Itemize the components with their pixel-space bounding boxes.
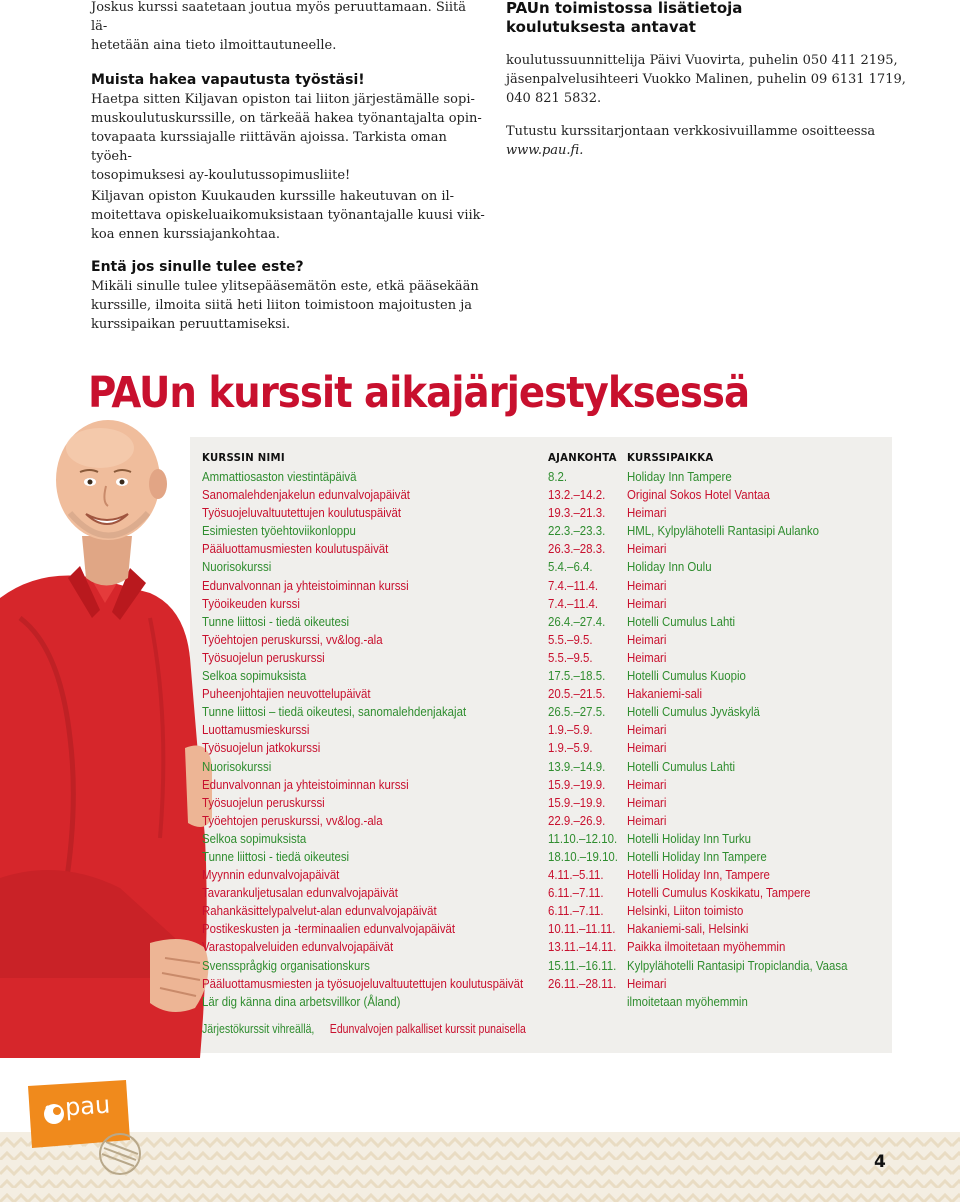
text-line: muskoulutuskurssille, on tärkeää hakea työnantajalta opin- (91, 111, 482, 126)
text-line: Kiljavan opiston Kuukauden kurssille hakeutuvan on il- (91, 189, 455, 204)
course-place-cell: Kylpylähotelli Rantasipi Tropiclandia, Vaasa (627, 957, 848, 973)
text-line: Tutustu kurssitarjontaan verkkosivuillamme osoitteessa (506, 124, 876, 139)
text-line: koulutussuunnittelija Päivi Vuovirta, puhelin 050 411 2195, (506, 53, 898, 68)
course-place-cell: Heimari (627, 649, 667, 665)
text-line: Haetpa sitten Kiljavan opiston tai liiton järjestämälle sopi- (91, 92, 475, 107)
right-text-column (506, 0, 906, 160)
course-place-cell: Hotelli Cumulus Jyväskylä (627, 704, 760, 720)
text-line: kurssipaikan peruuttamiseksi. (91, 317, 291, 332)
course-place-cell: Heimari (627, 541, 667, 557)
course-date-cell: 6.11.–7.11. (548, 885, 604, 901)
course-date-cell: 20.5.–21.5. (548, 686, 606, 702)
course-date-cell: 5.5.–9.5. (548, 649, 593, 665)
course-place-cell: Hotelli Cumulus Koskikatu, Tampere (627, 885, 811, 901)
course-name-cell: Työsuojeluvaltuutettujen koulutuspäivät (202, 505, 402, 521)
course-date-cell: 5.4.–6.4. (548, 559, 593, 575)
course-place-cell: Heimari (627, 577, 667, 593)
course-date-cell: 8.2. (548, 469, 568, 484)
course-date-cell: 1.9.–5.9. (548, 722, 593, 738)
course-place-cell: Paikka ilmoitetaan myöhemmin (627, 939, 786, 955)
text-line: moitettava opiskeluaikomuksistaan työnantajalle kuusi viik- (91, 208, 485, 223)
course-date-cell: 18.10.–19.10. (548, 848, 618, 864)
course-name-cell: Esimiesten työehtoviikonloppu (202, 523, 356, 539)
course-place-cell: Heimari (627, 631, 667, 647)
text-line: tosopimuksesi ay-koulutussopimusliite! (91, 168, 351, 183)
paragraph-leave (91, 90, 486, 185)
text-line: koa ennen kurssiajankohtaa. (91, 227, 281, 242)
course-date-cell: 10.11.–11.11. (548, 921, 616, 937)
left-text-column (91, 0, 486, 334)
text-line: 040 821 5832. (506, 91, 602, 106)
heading-line: PAUn toimistossa lisätietoja (506, 0, 743, 17)
paragraph-kiljava (91, 187, 486, 244)
course-name-cell: Varastopalveluiden edunvalvojapäivät (202, 939, 394, 955)
course-date-cell: 22.3.–23.3. (548, 523, 606, 539)
course-place-cell: Hotelli Holiday Inn Tampere (627, 848, 767, 864)
contact-paragraph (506, 51, 906, 108)
course-place-cell: Hakaniemi-sali (627, 686, 703, 702)
course-date-cell: 15.9.–19.9. (548, 776, 606, 792)
course-date-cell: 15.11.–16.11. (548, 957, 617, 973)
course-place-cell: Helsinki, Liiton toimisto (627, 903, 744, 919)
course-date-cell: 4.11.–5.11. (548, 867, 604, 883)
course-place-cell: ilmoitetaan myöhemmin (627, 993, 748, 1009)
course-place-cell: Hotelli Cumulus Lahti (627, 758, 736, 774)
table-footnote (202, 1021, 586, 1036)
course-place-cell: Hotelli Cumulus Lahti (627, 613, 736, 629)
heading-line: koulutuksesta antavat (506, 18, 696, 36)
text-line: Mikäli sinulle tulee ylitsepääsemätön este, etkä pääsekään (91, 279, 479, 294)
course-place-cell: Heimari (627, 595, 667, 611)
course-name-cell: Postikeskusten ja -terminaalien edunvalvojapäivät (202, 921, 456, 937)
course-date-cell: 17.5.–18.5. (548, 668, 606, 684)
page-title: PAUn kurssit aikajärjestyksessä (88, 368, 750, 418)
course-name-cell: Tunne liittosi - tiedä oikeutesi (202, 613, 350, 629)
course-name-cell: Työsuojelun peruskurssi (202, 794, 325, 810)
intro-text (91, 0, 486, 55)
course-date-cell: 7.4.–11.4. (548, 577, 599, 593)
course-name-cell: Selkoa sopimuksista (202, 830, 307, 846)
heading-obstacle: Entä jos sinulle tulee este? (91, 259, 304, 275)
course-name-cell: Tavarankuljetusalan edunvalvojapäivät (202, 885, 398, 901)
course-place-cell: Heimari (627, 722, 667, 738)
course-name-cell: Työoikeuden kurssi (202, 595, 300, 611)
website-link[interactable]: www.pau.fi. (506, 143, 584, 158)
course-name-cell: Työsuojelun peruskurssi (202, 649, 325, 665)
course-name-cell: Työehtojen peruskurssi, vv&log.-ala (202, 631, 383, 647)
course-date-cell: 26.3.–28.3. (548, 541, 606, 557)
text-line: kurssille, ilmoita siitä heti liiton toimistoon majoitusten ja (91, 298, 472, 313)
course-date-cell: 19.3.–21.3. (548, 505, 606, 521)
column-header-name: KURSSIN NIMI (202, 451, 285, 464)
course-place-cell: Hotelli Cumulus Kuopio (627, 668, 746, 684)
course-place-cell: Heimari (627, 776, 667, 792)
course-date-cell: 22.9.–26.9. (548, 812, 606, 828)
course-name-cell: Tunne liittosi – tiedä oikeutesi, sanomalehdenjakajat (202, 704, 467, 720)
page-number: 4 (874, 1152, 886, 1172)
text-line: tovapaata kurssiajalle riittävän ajoissa. Tarkista oman työeh- (91, 130, 447, 164)
text-line: jäsenpalvelusihteeri Vuokko Malinen, puhelin 09 6131 1719, (506, 72, 906, 87)
course-date-cell: 26.4.–27.4. (548, 613, 606, 629)
footnote-red: Edunvalvojen palkalliset kurssit punaisella (330, 1021, 527, 1036)
course-date-cell: 26.11.–28.11. (548, 975, 617, 991)
course-place-cell: Heimari (627, 505, 667, 521)
course-place-cell: Heimari (627, 812, 667, 828)
course-place-cell: Heimari (627, 975, 667, 991)
course-name-cell: Työsuojelun jatkokurssi (202, 740, 321, 756)
course-place-cell: Holiday Inn Oulu (627, 559, 712, 575)
course-name-cell: Pääluottamusmiesten ja työsuojeluvaltuutettujen koulutuspäivät (202, 975, 524, 991)
course-name-cell: Puheenjohtajien neuvottelupäivät (202, 686, 371, 702)
course-name-cell: Tunne liittosi - tiedä oikeutesi (202, 848, 350, 864)
logo-text: pau (64, 1090, 112, 1122)
course-place-cell: Heimari (627, 740, 667, 756)
course-place-cell: HML, Kylpylähotelli Rantasipi Aulanko (627, 523, 820, 539)
course-place-cell: Original Sokos Hotel Vantaa (627, 487, 770, 503)
course-date-cell: 26.5.–27.5. (548, 704, 606, 720)
course-name-cell: Nuorisokurssi (202, 559, 272, 575)
heading-leave: Muista hakea vapautusta työstäsi! (91, 72, 365, 88)
column-header-place: KURSSIPAIKKA (627, 451, 714, 464)
course-name-cell: Edunvalvonnan ja yhteistoiminnan kurssi (202, 776, 409, 792)
course-place-cell: Hakaniemi-sali, Helsinki (627, 921, 749, 937)
course-name-cell: Lär dig känna dina arbetsvillkor (Åland) (202, 993, 401, 1009)
postmark-icon (90, 1130, 150, 1178)
heading-info (506, 0, 906, 37)
website-paragraph (506, 122, 906, 160)
course-name-cell: Edunvalvonnan ja yhteistoiminnan kurssi (202, 577, 409, 593)
course-date-cell: 7.4.–11.4. (548, 595, 599, 611)
course-date-cell: 6.11.–7.11. (548, 903, 604, 919)
course-date-cell: 13.11.–14.11. (548, 939, 617, 955)
course-place-cell: Holiday Inn Tampere (627, 469, 732, 484)
intro-line: hetetään aina tieto ilmoittautuneelle. (91, 38, 337, 53)
course-name-cell: Svenssprågkig organisationskurs (202, 957, 370, 973)
course-place-cell: Heimari (627, 794, 667, 810)
course-name-cell: Myynnin edunvalvojapäivät (202, 867, 340, 883)
course-name-cell: Pääluottamusmiesten koulutuspäivät (202, 541, 389, 557)
course-date-cell: 15.9.–19.9. (548, 794, 606, 810)
course-date-cell: 11.10.–12.10. (548, 830, 618, 846)
course-name-cell: Nuorisokurssi (202, 758, 272, 774)
course-date-cell: 5.5.–9.5. (548, 631, 593, 647)
course-date-cell (548, 993, 628, 1011)
course-name-cell: Työehtojen peruskurssi, vv&log.-ala (202, 812, 383, 828)
column-header-date: AJANKOHTA (548, 451, 617, 464)
course-name-cell: Ammattiosaston viestintäpäivä (202, 469, 357, 484)
course-name-cell: Luottamusmieskurssi (202, 722, 310, 738)
person-illustration (0, 418, 215, 1058)
course-date-cell: 13.9.–14.9. (548, 758, 606, 774)
course-name-cell: Rahankäsittelypalvelut-alan edunvalvojapäivät (202, 903, 437, 919)
course-date-column (548, 448, 628, 1011)
course-name-cell: Sanomalehdenjakelun edunvalvojapäivät (202, 487, 410, 503)
course-name-column (202, 448, 547, 1011)
course-place-cell: Hotelli Holiday Inn, Tampere (627, 867, 770, 883)
course-name-cell: Selkoa sopimuksista (202, 668, 307, 684)
footnote-green: Järjestökurssit vihreällä, (202, 1021, 315, 1036)
course-place-cell: Hotelli Holiday Inn Turku (627, 830, 751, 846)
course-date-cell: 13.2.–14.2. (548, 487, 606, 503)
paragraph-obstacle (91, 277, 486, 334)
course-date-cell: 1.9.–5.9. (548, 740, 593, 756)
intro-line: Joskus kurssi saatetaan joutua myös peruuttamaan. Siitä lä- (91, 0, 467, 34)
course-place-column (627, 448, 892, 1011)
